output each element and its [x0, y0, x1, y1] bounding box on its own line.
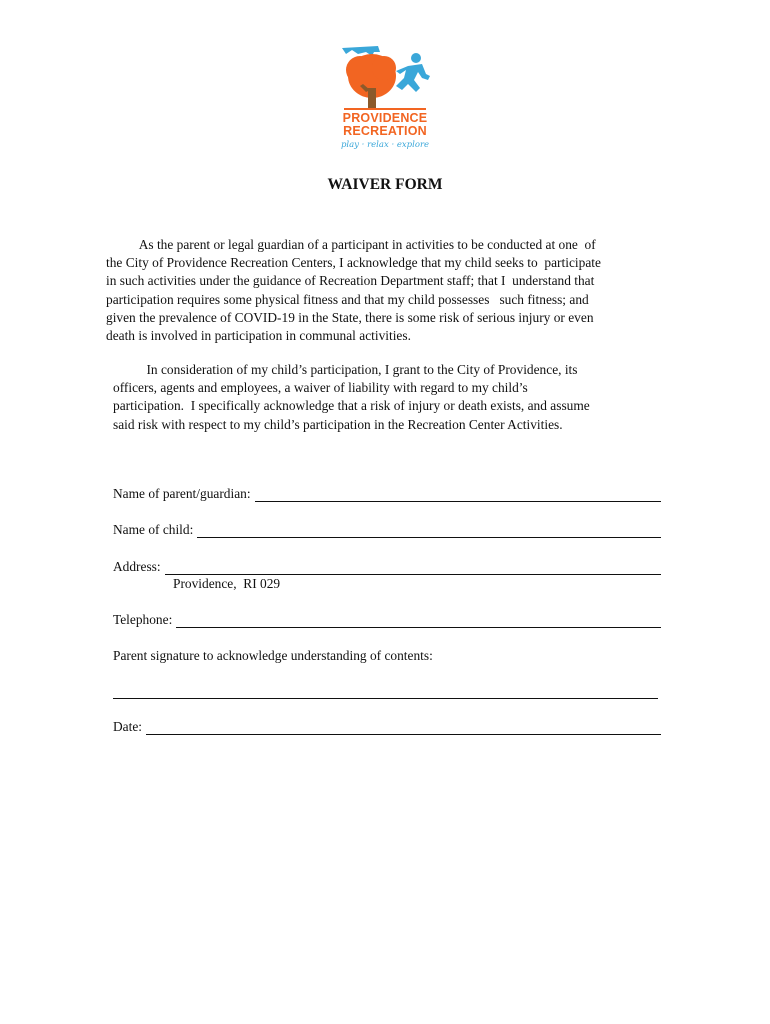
- address-field[interactable]: [165, 561, 661, 575]
- child-name-field[interactable]: [197, 524, 661, 538]
- waiver-paragraph-2: [113, 361, 590, 434]
- child-name-row: [113, 522, 661, 538]
- paragraph-line: In consideration of my child’s participation, I grant to the City of Providence, its: [113, 362, 578, 377]
- paragraph-line: death is involved in participation in communal activities.: [106, 328, 411, 344]
- paragraph-line: participation. I specifically acknowledge that a risk of injury or death exists, and assume: [113, 398, 590, 414]
- logo-tagline: play · relax · explore: [340, 140, 430, 150]
- paragraph-line: given the prevalence of COVID-19 in the State, there is some risk of serious injury or even: [106, 309, 594, 325]
- telephone-row: [113, 612, 661, 628]
- logo-line-providence: PROVIDENCE: [342, 111, 428, 125]
- tree-runner-graphic: [330, 40, 440, 112]
- paragraph-line: participation requires some physical fitness and that my child possesses such fitness; and: [106, 291, 589, 307]
- address-city-text: Providence, RI 029: [173, 576, 281, 591]
- signature-label: Parent signature to acknowledge understanding of contents:: [113, 648, 433, 663]
- parent-name-field[interactable]: [255, 488, 661, 502]
- paragraph-line: As the parent or legal guardian of a participant in activities to be conducted at one of: [106, 237, 596, 252]
- address-row: [113, 559, 661, 575]
- paragraph-line: in such activities under the guidance of Recreation Department staff; that I understand that: [106, 273, 595, 289]
- logo-line-recreation: RECREATION: [343, 124, 427, 138]
- paragraph-line: officers, agents and employees, a waiver of liability with regard to my child’s: [113, 380, 528, 396]
- date-row: [113, 719, 661, 735]
- child-name-label: Name of child:: [113, 522, 194, 537]
- providence-recreation-logo: [330, 40, 440, 158]
- date-field[interactable]: [146, 721, 661, 735]
- parent-name-row: [113, 486, 661, 502]
- paragraph-line: said risk with respect to my child’s participation in the Recreation Center Activities.: [113, 416, 563, 432]
- address-label: Address:: [113, 559, 161, 574]
- telephone-field[interactable]: [176, 614, 661, 628]
- parent-name-label: Name of parent/guardian:: [113, 486, 251, 501]
- form-title: WAIVER FORM: [327, 176, 443, 193]
- signature-line[interactable]: [113, 698, 658, 699]
- paragraph-line: the City of Providence Recreation Centers, I acknowledge that my child seeks to participate: [106, 255, 601, 271]
- telephone-label: Telephone:: [113, 612, 173, 627]
- date-label: Date:: [113, 719, 142, 734]
- waiver-paragraph-1: [106, 236, 601, 345]
